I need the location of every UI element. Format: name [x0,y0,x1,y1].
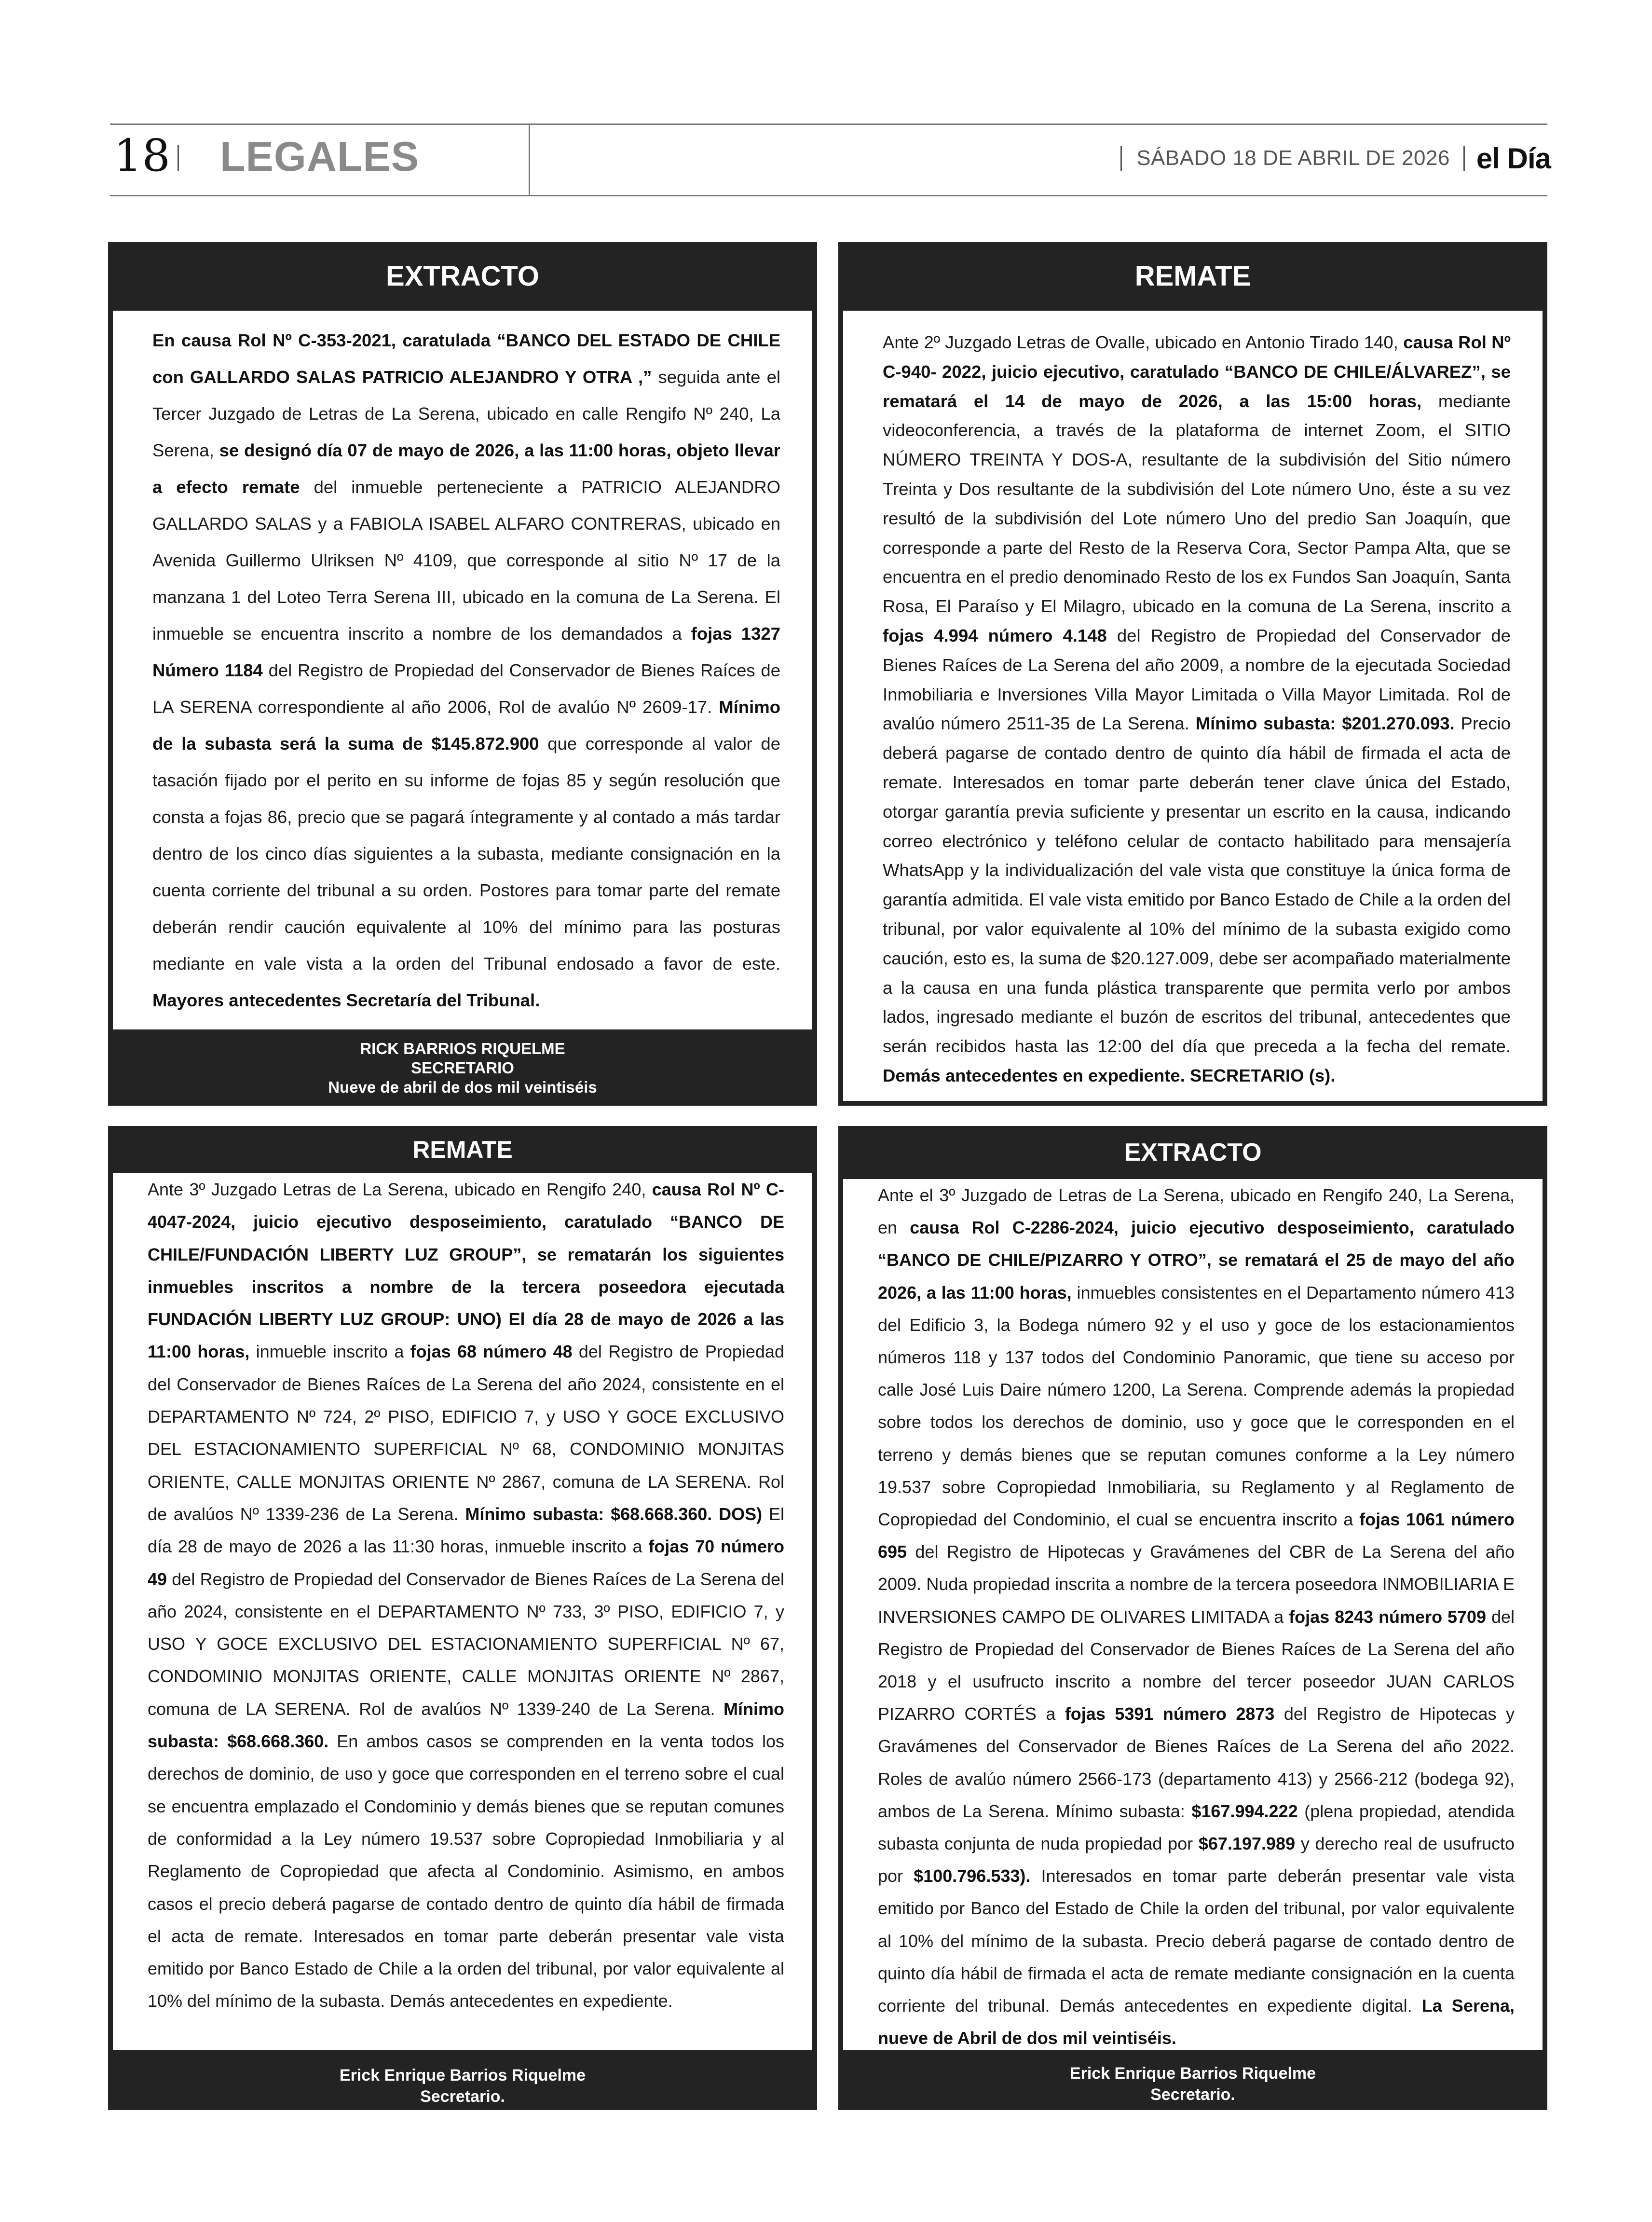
header-divider [529,123,530,196]
notice-text: inmuebles consistentes en el Departamento número 413 del Edificio 3, la Bodega número 92 y el uso y goce de los estacionamientos números 118 y 137 todos del Condominio Panoramic, que tiene su acceso por calle José Luis Daire número 1200, La Serena. Comprende además la propiedad sobre todos los derechos de dominio, uso y goce que le corresponden en el terreno y demás bienes que se reputan comunes conforme a la Ley número 19.537 sobre Copropiedad Inmobiliaria, su Reglamento y al Reglamento de Copropiedad del Condominio, el cual se encuentra inscrito a [878,1282,1515,1530]
notice-text: del Registro de Propiedad del Conservador de Bienes Raíces de LA SERENA correspondiente al año 2006, Rol de avalúo Nº 2609-17. [152,660,780,717]
notice-text: mediante videoconferencia, a través de la plataforma de internet Zoom, el SITIO NÚMERO TREINTA Y DOS-A, resultante de la subdivisión del Sitio número Treinta y Dos resultante de la subdivisión del Lote número Uno, éste a su vez resultó de la subdivisión del Lote número Uno del predio San Joaquín, que corresponde a parte del Resto de la Reserva Cora, Sector Pampa Alta, que se encuentra en el predio denominado Resto de los ex Fundos San Joaquín, Santa Rosa, El Paraíso y El Milagro, ubicado en la comuna de La Serena, inscrito a [883,391,1511,617]
notice-body [843,1179,1543,2050]
notice-title: REMATE [412,1136,513,1163]
newspaper-logo: el Día [1476,142,1551,175]
notice-text-bold: Mínimo subasta: $201.270.093. [1195,713,1455,734]
notice-text-bold: fojas 8243 número 5709 [1289,1606,1487,1627]
header-top-rule [110,123,1547,125]
notice-body [113,311,812,1029]
notice-text: Precio deberá pagarse de contado dentro de quinto día hábil de firmada el acta de remate. Interesados en tomar parte deberán tener clave única del Estado, otorgar garantía previa suficiente y presentar un escrito en la causa, indicando correo electrónico y teléfono celular de contacto habilitado para mensajería WhatsApp y la individualización del vale vista que constituye la única forma de garantía admitida. El vale vista emitido por Banco Estado de Chile a la orden del tribunal, por valor equivalente al 10% del mínimo de la subasta exigido como caución, esto es, la suma de $20.127.009, debe ser acompañado materialmente a la causa en una funda plástica transparente que permita verlo por ambos lados, ingresado mediante el buzón de escritos del tribunal, antecedentes que serán recibidos hasta las 12:00 del día que preceda a la fecha del remate. [883,713,1511,1056]
notice-text-bold: fojas 68 número 48 [410,1342,573,1362]
notice-text-bold: La Serena, nueve de Abril de dos mil veintiséis. [878,1996,1515,2048]
notice-text: del inmueble perteneciente a PATRICIO ALEJANDRO GALLARDO SALAS y a FABIOLA ISABEL ALFARO CONTRERAS, ubicado en Avenida Guillermo Ulriksen Nº 4109, que corresponde al sitio Nº 17 de la manzana 1 del Loteo Terra Serena III, ubicado en la comuna de La Serena. El inmueble se encuentra inscrito a nombre de los demandados a [152,477,780,644]
notice-paragraph [878,1179,1515,2054]
notice-paragraph [148,1173,784,2017]
date-separator [1120,146,1122,171]
notice-text-bold: Mínimo subasta: $68.668.360. [148,1699,784,1752]
notice-title: EXTRACTO [386,261,539,292]
notice-title: EXTRACTO [1124,1138,1262,1166]
notice-paragraph [883,328,1511,1091]
notice-body [843,311,1543,1101]
notice-text: El día 28 de mayo de 2026 a las 11:30 horas, inmueble inscrito a [148,1504,784,1557]
notice-text-bold: causa Rol C-2286-2024, juicio ejecutivo desposeimiento, caratulado “BANCO DE CHILE/PIZARRO Y OTRO”, se rematará el 25 de mayo del año 2026, a las 11:00 horas, [878,1218,1515,1303]
notice-text-bold: Demás antecedentes en expediente. SECRETARIO (s). [883,1065,1336,1085]
notice-text: seguida ante el Tercer Juzgado de Letras de La Serena, ubicado en calle Rengifo Nº 240, La Serena, [152,367,780,460]
header-date-group [1120,138,1551,178]
issue-date: SÁBADO 18 DE ABRIL DE 2026 [1136,146,1450,170]
notice-text: inmueble inscrito a [249,1342,410,1362]
legal-notice-extracto-1 [108,242,817,1106]
notice-text-bold: fojas 5391 número 2873 [1065,1704,1275,1724]
notice-text: del Registro de Propiedad del Conservador de Bienes Raíces de La Serena del año 2009, a nombre de la ejecutada Sociedad Inmobiliaria e Inversiones Villa Mayor Limitada o Villa Mayor Limitada. Rol de avalúo número 2511-35 de La Serena. [883,625,1511,734]
signature-date: Nueve de abril de dos mil veintiséis [328,1078,597,1096]
notice-signature [108,1039,817,1097]
notice-text-bold: Mínimo de la subasta será la suma de $145.872.900 [152,697,780,754]
notice-signature [838,2063,1547,2105]
notice-text-bold: $100.796.533). [914,1866,1031,1886]
signature-role: Secretario. [1150,2085,1235,2104]
brand-separator [1463,146,1465,171]
signature-name: Erick Enrique Barrios Riquelme [339,2066,586,2085]
notice-text: del Registro de Hipotecas y Gravámenes del Conservador de Bienes Raíces de La Serena del año 2022. Roles de avalúo número 2566-173 (departamento 413) y 2566-212 (bodega 92), ambos de La Serena. Mínimo subasta: [878,1704,1515,1821]
notice-text-bold: fojas 1327 Número 1184 [152,624,780,680]
page-number: 18 [114,130,171,181]
legal-notice-extracto-2 [838,1126,1547,2110]
notice-title: REMATE [1134,261,1251,292]
notice-signature [108,2065,817,2107]
signature-role: SECRETARIO [411,1059,514,1077]
legal-notice-remate-2 [108,1126,817,2110]
notice-text-bold: causa Rol Nº C-940- 2022, juicio ejecutivo, caratulado “BANCO DE CHILE/ÁLVAREZ”, se rematará el 14 de mayo de 2026, a las 15:00 horas, [883,332,1511,411]
notice-text-bold: Mínimo subasta: $68.668.360. DOS) [465,1504,763,1524]
notice-text-bold: Mayores antecedentes Secretaría del Tribunal. [152,990,540,1010]
notice-text: que corresponde al valor de tasación fijado por el perito en su informe de fojas 85 y según resolución que consta a fojas 86, precio que se pagará íntegramente y al contado a más tardar dentro de los cinco días siguientes a la subasta, mediante consignación en la cuenta corriente del tribunal a su orden. Postores para tomar parte del remate deberán rendir caución equivalente al 10% del mínimo para las posturas mediante en vale vista a la orden del Tribunal endosado a favor de este. [152,734,781,974]
header-bottom-rule [110,195,1547,196]
notice-text: del Registro de Propiedad del Conservador de Bienes Raíces de La Serena del año 2024, consistente en el DEPARTAMENTO Nº 724, 2º PISO, EDIFICIO 7, y USO Y GOCE EXCLUSIVO DEL ESTACIONAMIENTO SUPERFICIAL Nº 68, CONDOMINIO MONJITAS ORIENTE, CALLE MONJITAS ORIENTE Nº 2867, comuna de LA SERENA. Rol de avalúos Nº 1339-236 de La Serena. [148,1342,784,1524]
notice-text: Interesados en tomar parte deberán presentar vale vista emitido por Banco del Estado de Chile la orden del tribunal, por valor equivalente al 10% del mínimo de la subasta. Precio deberá pagarse de contado dentro de quinto día hábil de firmada el acta de remate mediante consignación en la cuenta corriente del tribunal. Demás antecedentes en expediente digital. [878,1866,1515,2016]
notice-text: del Registro de Propiedad del Conservador de Bienes Raíces de La Serena del año 2018 y el usufructo inscrito a nombre del tercer poseedor JUAN CARLOS PIZARRO CORTÉS a [878,1606,1515,1724]
notice-text-bold: fojas 4.994 número 4.148 [883,625,1107,645]
legal-notice-remate-1 [838,242,1547,1106]
signature-role: Secretario. [420,2087,505,2106]
notice-text: Ante 3º Juzgado Letras de La Serena, ubicado en Rengifo 240, [148,1180,652,1199]
notice-text-bold: $167.994.222 [1191,1801,1298,1821]
notice-text-bold: se designó día 07 de mayo de 2026, a las 11:00 horas, objeto llevar a efecto remate [152,440,780,497]
notice-text: del Registro de Hipotecas y Gravámenes del CBR de La Serena del año 2009. Nuda propiedad inscrita a nombre de la tercera poseedora INMOBILIARIA E INVERSIONES CAMPO DE OLIVARES LIMITADA a [878,1542,1515,1627]
notice-text-bold: fojas 1061 número 695 [878,1509,1515,1562]
notice-text-bold: fojas 70 número 49 [148,1536,784,1589]
notice-text: En ambos casos se comprenden en la venta todos los derechos de dominio, de uso y goce que corresponden en el terreno sobre el cual se encuentra emplazado el Condominio y demás bienes que se reputan comunes de conformidad a la Ley número 19.537 sobre Copropiedad Inmobiliaria y al Reglamento de Copropiedad que afecta al Condominio. Asimismo, en ambos casos el precio deberá pagarse de contado dentro de quinto día hábil de firmada el acta de remate. Interesados en tomar parte deberán presentar vale vista emitido por Banco Estado de Chile a la orden del tribunal, por valor equivalente al 10% del mínimo de la subasta. Demás antecedentes en expediente. [148,1731,784,2011]
notice-text-bold: causa Rol Nº C-4047-2024, juicio ejecutivo desposeimiento, caratulado “BANCO DE CHILE/FUNDACIÓN LIBERTY LUZ GROUP”, se rematarán los siguientes inmuebles inscritos a nombre de la tercera poseedora ejecutada FUNDACIÓN LIBERTY LUZ GROUP: UNO) El día 28 de mayo de 2026 a las 11:00 horas, [148,1180,784,1362]
notice-body [113,1173,812,2050]
notice-paragraph [152,322,780,1019]
notice-text-bold: En causa Rol Nº C-353-2021, caratulada “BANCO DEL ESTADO DE CHILE con GALLARDO SALAS PATRICIO ALEJANDRO Y OTRA ,” [152,330,780,387]
notice-text: del Registro de Propiedad del Conservador de Bienes Raíces de La Serena del año 2024, consistente en el DEPARTAMENTO Nº 733, 3º PISO, EDIFICIO 7, y USO Y GOCE EXCLUSIVO DEL ESTACIONAMIENTO SUPERFICIAL Nº 67, CONDOMINIO MONJITAS ORIENTE, CALLE MONJITAS ORIENTE Nº 2867, comuna de LA SERENA. Rol de avalúos Nº 1339-240 de La Serena. [148,1569,784,1719]
notice-text: Ante el 3º Juzgado de Letras de La Serena, ubicado en Rengifo 240, La Serena, en [878,1185,1515,1238]
notice-text: y derecho real de usufructo por [878,1834,1515,1886]
notice-text: (plena propiedad, atendida subasta conjunta de nuda propiedad por [878,1801,1515,1854]
section-name: LEGALES [220,134,420,180]
signature-name: RICK BARRIOS RIQUELME [360,1040,565,1057]
notice-text: Ante 2º Juzgado Letras de Ovalle, ubicado en Antonio Tirado 140, [883,332,1404,352]
notice-text-bold: $67.197.989 [1198,1834,1296,1854]
signature-name: Erick Enrique Barrios Riquelme [1069,2064,1316,2083]
header-separator [177,145,179,171]
